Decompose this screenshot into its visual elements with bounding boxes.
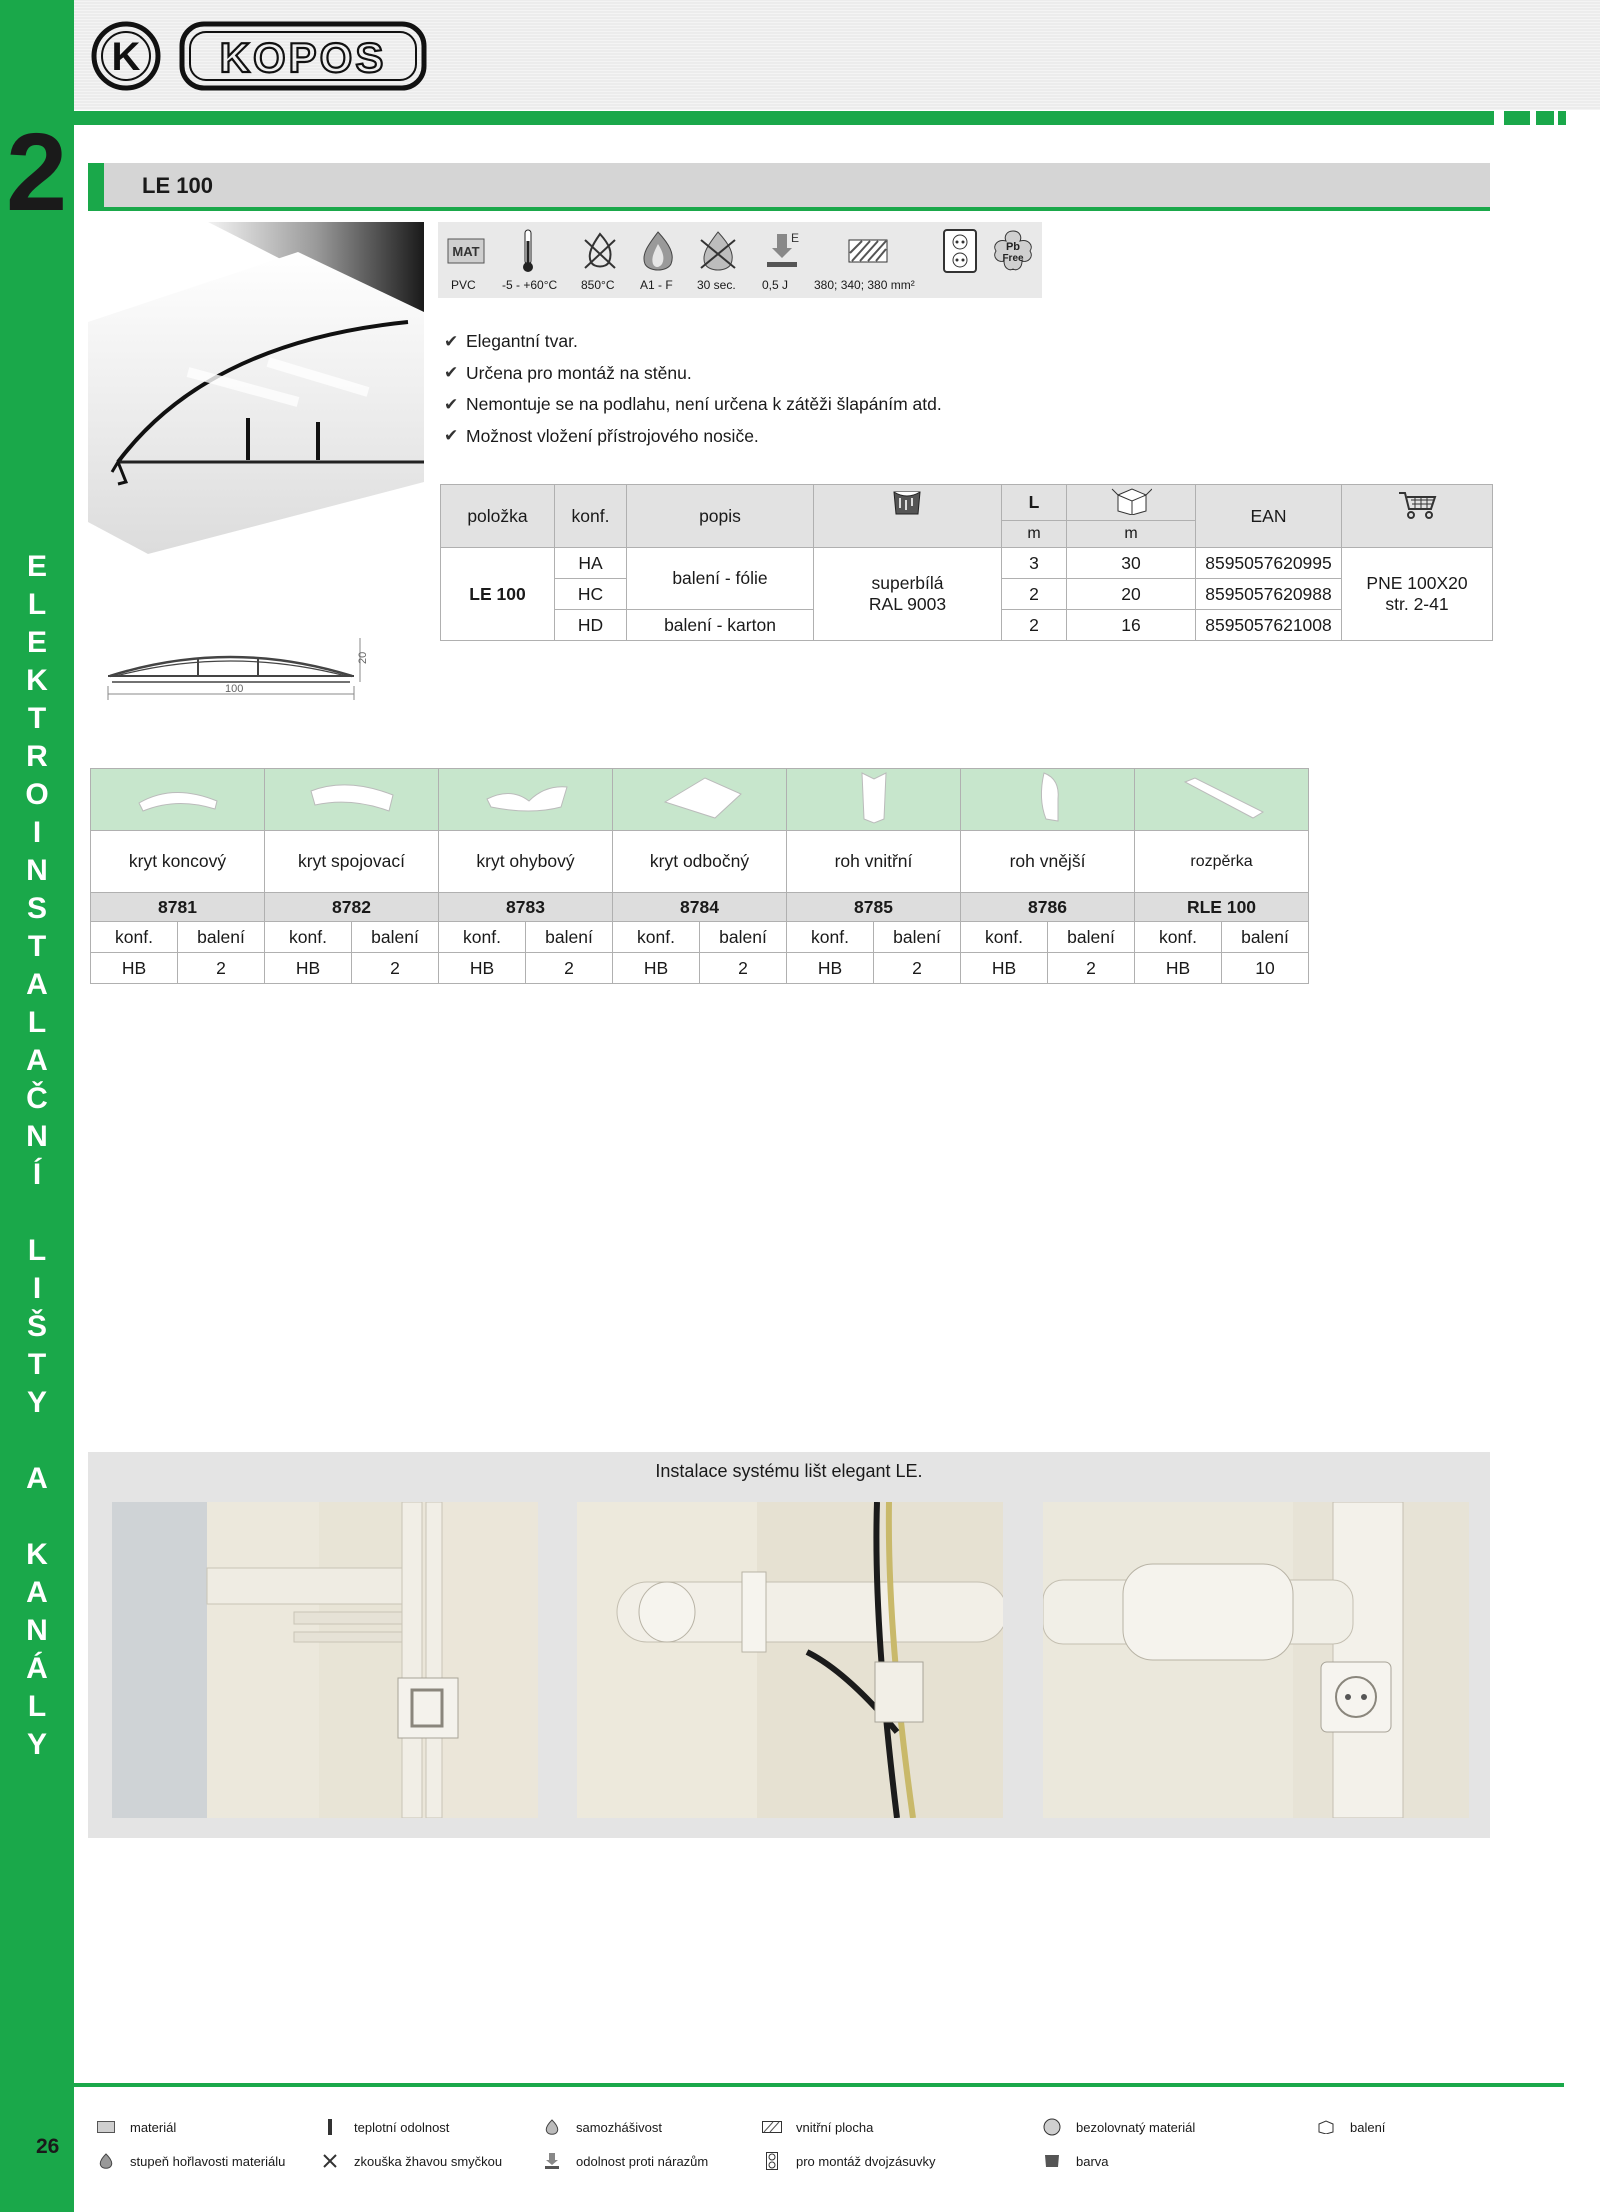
chapter-title-letter: T bbox=[27, 930, 47, 963]
flammability-icon bbox=[96, 2152, 116, 2170]
chapter-title-letter: N bbox=[26, 1614, 48, 1647]
product-photo bbox=[88, 222, 424, 554]
spec-self-extinguishing-value: 30 sec. bbox=[697, 278, 736, 292]
checkmark-icon: ✔ bbox=[444, 331, 459, 351]
feature-item: ✔ Elegantní tvar. bbox=[444, 331, 578, 352]
chapter-title-letter: A bbox=[26, 1576, 48, 1609]
chapter-title-letter: I bbox=[32, 1272, 42, 1305]
mat-label: MAT bbox=[452, 244, 480, 259]
item-cell: LE 100 bbox=[441, 548, 555, 641]
checkmark-icon: ✔ bbox=[444, 394, 459, 414]
ean-cell: 8595057620988 bbox=[1196, 579, 1342, 610]
accessory-code: 8782 bbox=[265, 893, 439, 922]
installation-caption: Instalace systému lišt elegant LE. bbox=[655, 1461, 923, 1481]
description-cell: balení - fólie bbox=[627, 548, 814, 610]
header-package bbox=[1067, 485, 1196, 521]
legend-item: odolnost proti nárazům bbox=[542, 2152, 708, 2170]
inner-area-icon bbox=[846, 228, 890, 274]
impact-letter: E bbox=[791, 231, 800, 245]
material-icon bbox=[96, 2118, 116, 2136]
config-cell: HD bbox=[555, 610, 627, 641]
legend-item: vnitřní plocha bbox=[762, 2118, 873, 2136]
package-cell: 30 bbox=[1067, 548, 1196, 579]
package-value: 2 bbox=[178, 953, 265, 984]
feature-item: ✔ Nemontuje se na podlahu, není určena k zátěži šlapáním atd. bbox=[444, 394, 942, 415]
table-row bbox=[441, 548, 1493, 579]
chapter-title-letter: K bbox=[26, 664, 48, 697]
config-value: HB bbox=[91, 953, 178, 984]
package-header: balení bbox=[178, 922, 265, 953]
shopping-cart-icon bbox=[1397, 489, 1437, 524]
accessory-code: 8786 bbox=[961, 893, 1135, 922]
header-length: L bbox=[1002, 485, 1067, 521]
accessory-code: RLE 100 bbox=[1135, 893, 1309, 922]
legend-item: balení bbox=[1316, 2118, 1385, 2136]
chapter-title-letter: K bbox=[26, 1538, 48, 1571]
legend-item: bezolovnatý materiál bbox=[1042, 2118, 1195, 2136]
chapter-title-letter: O bbox=[25, 778, 49, 811]
self-extinguishing-icon bbox=[696, 228, 740, 274]
length-cell: 2 bbox=[1002, 579, 1067, 610]
package-header: balení bbox=[1048, 922, 1135, 953]
package-value: 2 bbox=[526, 953, 613, 984]
chapter-title-letter: I bbox=[32, 816, 42, 849]
package-header: balení bbox=[526, 922, 613, 953]
chapter-title-letter: T bbox=[27, 702, 47, 735]
package-value: 10 bbox=[1222, 953, 1309, 984]
config-value: HB bbox=[961, 953, 1048, 984]
feature-item: ✔ Určena pro montáž na stěnu. bbox=[444, 362, 692, 383]
box-icon bbox=[1316, 2118, 1336, 2136]
package-value: 2 bbox=[700, 953, 787, 984]
config-header: konf. bbox=[613, 922, 700, 953]
installation-photo bbox=[1043, 1502, 1469, 1818]
chapter-title-letter: L bbox=[27, 1690, 47, 1723]
legend-item: zkouška žhavou smyčkou bbox=[320, 2152, 502, 2170]
material-icon bbox=[446, 228, 486, 274]
chapter-title-letter: L bbox=[27, 1006, 47, 1039]
color-cell: superbílá RAL 9003 bbox=[814, 548, 1002, 641]
chapter-title-letter: Í bbox=[32, 1158, 42, 1191]
spec-inner-area-value: 380; 340; 380 mm² bbox=[814, 278, 915, 292]
package-header: balení bbox=[1222, 922, 1309, 953]
config-cell: HC bbox=[555, 579, 627, 610]
ean-cell: 8595057621008 bbox=[1196, 610, 1342, 641]
page-number: 26 bbox=[36, 2135, 60, 2158]
accessories-table bbox=[90, 768, 1309, 984]
legend-item: materiál bbox=[96, 2118, 176, 2136]
lead-free-label-1: Pb bbox=[1005, 241, 1021, 253]
description-cell: balení - karton bbox=[627, 610, 814, 641]
accessory-code: 8781 bbox=[91, 893, 265, 922]
chapter-title-letter: Y bbox=[26, 1386, 47, 1419]
package-value: 2 bbox=[352, 953, 439, 984]
header-config: konf. bbox=[555, 485, 627, 548]
chapter-title-letter: E bbox=[26, 626, 47, 659]
chapter-title-letter: L bbox=[27, 588, 47, 621]
impact-resistance-icon bbox=[760, 228, 804, 274]
chapter-title-letter: A bbox=[26, 968, 48, 1001]
accessory-name: roh vnitřní bbox=[787, 831, 961, 893]
chapter-title-letter: L bbox=[27, 1234, 47, 1267]
legend-item: barva bbox=[1042, 2152, 1109, 2170]
chapter-title-letter: Á bbox=[26, 1652, 48, 1685]
lead-free-label-2: Free bbox=[1002, 253, 1024, 264]
accessory-image-end-cap bbox=[91, 769, 265, 831]
config-value: HB bbox=[1135, 953, 1222, 984]
config-value: HB bbox=[439, 953, 526, 984]
chapter-title-letter: Č bbox=[26, 1082, 48, 1115]
header-item: položka bbox=[441, 485, 555, 548]
logo-mark: K bbox=[111, 35, 141, 79]
spec-impact-value: 0,5 J bbox=[762, 278, 789, 292]
section-title-bar bbox=[88, 163, 1490, 211]
chapter-title-letter: N bbox=[26, 1120, 48, 1153]
chapter-title-letter: A bbox=[26, 1462, 48, 1495]
config-cell: HA bbox=[555, 548, 627, 579]
legend-item: stupeň hořlavosti materiálu bbox=[96, 2152, 285, 2170]
config-header: konf. bbox=[961, 922, 1048, 953]
header-square bbox=[1536, 111, 1554, 125]
accessory-code: 8783 bbox=[439, 893, 613, 922]
chapter-title-letter: A bbox=[26, 1044, 48, 1077]
chapter-number: 2 bbox=[6, 111, 68, 234]
double-socket-icon bbox=[940, 228, 980, 274]
header-length-unit: m bbox=[1002, 521, 1067, 548]
config-value: HB bbox=[265, 953, 352, 984]
checkmark-icon: ✔ bbox=[444, 426, 459, 446]
reference-cell: PNE 100X20 str. 2-41 bbox=[1342, 548, 1493, 641]
paint-bucket-icon bbox=[890, 488, 926, 521]
flammability-icon bbox=[636, 228, 680, 274]
header-description: popis bbox=[627, 485, 814, 548]
dimension-height-label: 20 bbox=[357, 651, 369, 664]
chapter-title-letter: Y bbox=[26, 1728, 47, 1761]
accessory-name: kryt odbočný bbox=[613, 831, 787, 893]
accessory-code: 8784 bbox=[613, 893, 787, 922]
spec-icon-strip bbox=[438, 222, 1042, 298]
lead-free-icon bbox=[1042, 2118, 1062, 2136]
logo-wordmark: KOPOS bbox=[219, 34, 387, 81]
legend-item: pro montáž dvojzásuvky bbox=[762, 2152, 935, 2170]
kopos-logo bbox=[90, 18, 430, 99]
package-header: balení bbox=[874, 922, 961, 953]
chapter-title-letter: R bbox=[26, 740, 48, 773]
chapter-title-letter: S bbox=[26, 892, 47, 925]
lead-free-icon bbox=[990, 228, 1036, 274]
package-header: balení bbox=[352, 922, 439, 953]
accessory-name: kryt koncový bbox=[91, 831, 265, 893]
header-square bbox=[1504, 111, 1530, 125]
accessory-image-spacer bbox=[1135, 769, 1309, 831]
package-header: balení bbox=[700, 922, 787, 953]
box-icon bbox=[1110, 485, 1152, 520]
accessory-code: 8785 bbox=[787, 893, 961, 922]
chapter-title-letter: N bbox=[26, 854, 48, 887]
installation-photo bbox=[577, 1502, 1003, 1818]
legend-item: teplotní odolnost bbox=[320, 2118, 449, 2136]
config-header: konf. bbox=[265, 922, 352, 953]
header-rule bbox=[74, 111, 1494, 125]
paint-bucket-icon bbox=[1042, 2152, 1062, 2170]
accessory-name: roh vnější bbox=[961, 831, 1135, 893]
double-socket-icon bbox=[762, 2152, 782, 2170]
accessory-image-joint-cover bbox=[265, 769, 439, 831]
accessory-name: kryt spojovací bbox=[265, 831, 439, 893]
spec-glow-wire-value: 850°C bbox=[581, 278, 615, 292]
package-value: 2 bbox=[1048, 953, 1135, 984]
config-header: konf. bbox=[439, 922, 526, 953]
header-ean: EAN bbox=[1196, 485, 1342, 548]
header-color bbox=[814, 485, 1002, 548]
chapter-title-vertical bbox=[0, 548, 74, 1764]
header-square bbox=[1558, 111, 1566, 125]
config-header: konf. bbox=[91, 922, 178, 953]
length-cell: 2 bbox=[1002, 610, 1067, 641]
package-cell: 20 bbox=[1067, 579, 1196, 610]
installation-photo bbox=[112, 1502, 538, 1818]
accessory-image-outer-corner bbox=[961, 769, 1135, 831]
chapter-title-letter: E bbox=[26, 550, 47, 583]
spec-temperature-value: -5 - +60°C bbox=[502, 278, 558, 292]
legend-item: samozhášivost bbox=[542, 2118, 662, 2136]
title-accent bbox=[88, 163, 104, 211]
feature-list bbox=[444, 326, 942, 452]
accessory-name: kryt ohybový bbox=[439, 831, 613, 893]
chapter-title-letter: Š bbox=[26, 1310, 47, 1343]
section-title: LE 100 bbox=[142, 173, 213, 198]
spec-material-value: PVC bbox=[451, 278, 476, 292]
header-reference bbox=[1342, 485, 1493, 548]
accessory-image-tee-cover bbox=[613, 769, 787, 831]
package-value: 2 bbox=[874, 953, 961, 984]
footer-rule bbox=[74, 2083, 1564, 2087]
inner-area-icon bbox=[762, 2118, 782, 2136]
product-variants-table bbox=[440, 484, 1493, 641]
thermometer-icon bbox=[518, 228, 538, 274]
accessory-name: rozpěrka bbox=[1135, 831, 1309, 893]
feature-item: ✔ Možnost vložení přístrojového nosiče. bbox=[444, 425, 759, 446]
thermometer-icon bbox=[320, 2118, 340, 2136]
config-value: HB bbox=[613, 953, 700, 984]
accessory-image-inner-corner bbox=[787, 769, 961, 831]
chapter-title-letter: T bbox=[27, 1348, 47, 1381]
spec-flammability-value: A1 - F bbox=[640, 278, 673, 292]
header-package-unit: m bbox=[1067, 521, 1196, 548]
ean-cell: 8595057620995 bbox=[1196, 548, 1342, 579]
accessory-image-bend-cover bbox=[439, 769, 613, 831]
self-extinguishing-icon bbox=[542, 2118, 562, 2136]
glow-wire-icon bbox=[320, 2152, 340, 2170]
dimension-drawing bbox=[100, 618, 380, 713]
config-header: konf. bbox=[787, 922, 874, 953]
impact-resistance-icon bbox=[542, 2152, 562, 2170]
dimension-width-label: 100 bbox=[225, 683, 244, 695]
length-cell: 3 bbox=[1002, 548, 1067, 579]
checkmark-icon: ✔ bbox=[444, 363, 459, 383]
package-cell: 16 bbox=[1067, 610, 1196, 641]
config-header: konf. bbox=[1135, 922, 1222, 953]
config-value: HB bbox=[787, 953, 874, 984]
glow-wire-icon bbox=[578, 228, 622, 274]
